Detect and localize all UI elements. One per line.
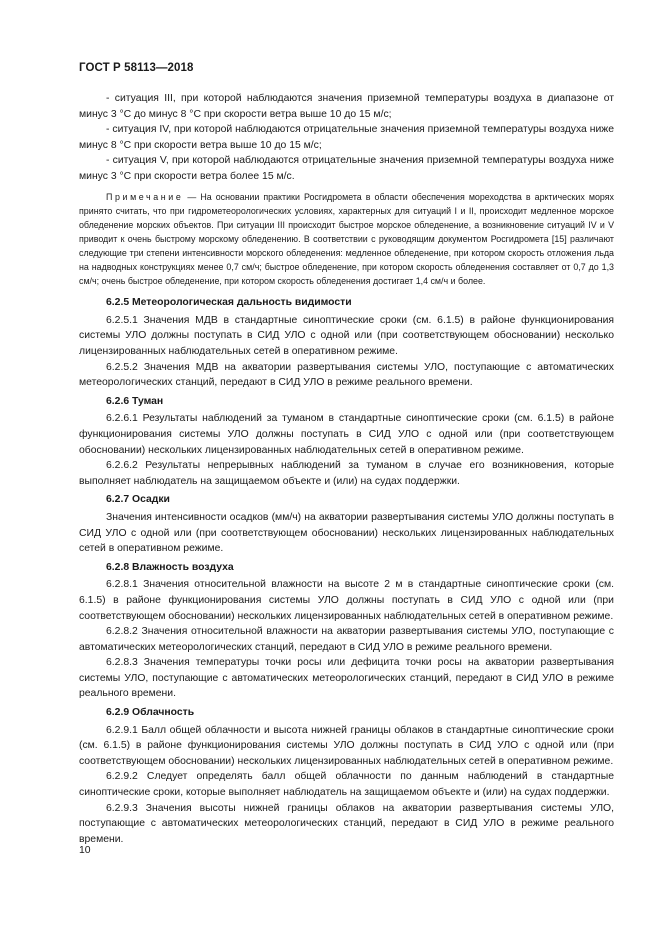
body-paragraph: 6.2.6.1 Результаты наблюдений за туманом в стандартные синоптические сроки (см. 6.1.5) в районе функционирования системы УЛО должны поступать в СИД УЛО с одной или (при соответствующем обосновании) нескольких лицензированных наблюдательных сетей в оперативном режиме.: [79, 413, 614, 456]
section-heading: 6.2.9 Облачность: [106, 707, 195, 719]
body-paragraph: 6.2.8.1 Значения относительной влажности на высоте 2 м в стандартные синоптические сроки (см. 6.1.5) в районе функционирования системы УЛО должны поступать в СИД УЛО с одной или (при соответствующем обосновании) нескольких лицензированных наблюдательных сетей в оперативном режиме.: [79, 579, 614, 622]
body-paragraph: Значения интенсивности осадков (мм/ч) на акватории развертывания системы УЛО должны поступать в СИД УЛО с одной или (при соответствующем обосновании) нескольких лицензированных наблюдательных сетей в оперативном режиме.: [79, 511, 614, 555]
section-heading: 6.2.6 Туман: [106, 395, 164, 407]
body-paragraph: 6.2.5.1 Значения МДВ в стандартные синоптические сроки (см. 6.1.5) в районе функционирования системы УЛО должны поступать в СИД УЛО с одной или (при соответствующем обосновании) несколько лицензированных наблюдательных сетей в оперативном режиме.: [79, 314, 614, 357]
document-header: ГОСТ Р 58113—2018: [79, 62, 194, 74]
note-paragraph: [79, 190, 614, 289]
note-text: — На основании практики Росгидромета в области обеспечения мореходства в арктических морях принято считать, что при гидрометеорологических условиях, характерных для ситуаций I и II, происходит медленное морское обледенение морских объектов. При ситуации III происходит быстрое морское обледенение, а возникновение ситуаций IV и V приводит к очень быстрому морскому обледенению. В соответствии с руководящим документом Росгидромета [15] различают следующие три степени интенсивности морского обледенения: медленное обледенение, при котором скорость отложения льда на надводных конструкциях менее 0,7 см/ч; быстрое обледенение, при котором скорость обледенения составляет от 0,7 до 1,3 см/ч; очень быстрое обледенение, при котором скорость обледенения достигает 1,4 см/ч и более.: [79, 191, 614, 287]
body-paragraph: - ситуация V, при которой наблюдаются отрицательные значения приземной температуры воздуха ниже минус 3 °С при скорости ветра более 15 м/с.: [79, 155, 614, 182]
body-paragraph: 6.2.8.3 Значения температуры точки росы или дефицита точки росы на акватории развертывания системы УЛО, поступающие с автоматических метеорологических станций, передают в СИД УЛО в режиме реального времени.: [79, 657, 614, 700]
body-paragraph: 6.2.9.3 Значения высоты нижней границы облаков на акватории развертывания системы УЛО, поступающие с автоматических метеорологических станций, передают в СИД УЛО в режиме реального времени.: [79, 802, 614, 845]
body-paragraph: 6.2.8.2 Значения относительной влажности на акватории развертывания системы УЛО, поступающие с автоматических метеорологических станций, передают в СИД УЛО в режиме реального времени.: [79, 626, 614, 653]
note-label: Примечание: [106, 191, 184, 202]
body-paragraph: 6.2.9.2 Следует определять балл общей облачности по данным наблюдений в стандартные синоптические сроки, которые выполняет наблюдатель на защищаемом объекте и (или) на судах поддержки.: [79, 771, 614, 799]
section-heading: 6.2.5 Метеорологическая дальность видимости: [106, 297, 352, 309]
section-heading: 6.2.8 Влажность воздуха: [106, 561, 234, 573]
body-paragraph: 6.2.9.1 Балл общей облачности и высота нижней границы облаков в стандартные синоптические сроки (см. 6.1.5) в районе функционирования системы УЛО должны поступать в СИД УЛО с одной или (при соответствующем обосновании) нескольких лицензированных наблюдательных сетей в оперативном режиме.: [79, 724, 614, 767]
section-heading: 6.2.7 Осадки: [106, 494, 170, 506]
page-number: 10: [79, 845, 91, 856]
body-paragraph: 6.2.6.2 Результаты непрерывных наблюдений за туманом в случае его возникновения, которые выполняет наблюдатель на защищаемом объекте и (или) на судах поддержки.: [79, 460, 614, 487]
body-paragraph: - ситуация IV, при которой наблюдаются отрицательные значения приземной температуры воздуха ниже минус 8 °С при скорости ветра выше 10 до 15 м/с;: [79, 124, 614, 151]
body-paragraph: - ситуация III, при которой наблюдаются значения приземной температуры воздуха в диапазоне от минус 3 °С до минус 8 °С при скорости ветра выше 10 до 15 м/с;: [79, 93, 614, 120]
body-paragraph: 6.2.5.2 Значения МДВ на акватории развертывания системы УЛО, поступающие с автоматических метеорологических станций, передают в СИД УЛО в режиме реального времени.: [79, 361, 614, 389]
document-body: [79, 91, 614, 847]
